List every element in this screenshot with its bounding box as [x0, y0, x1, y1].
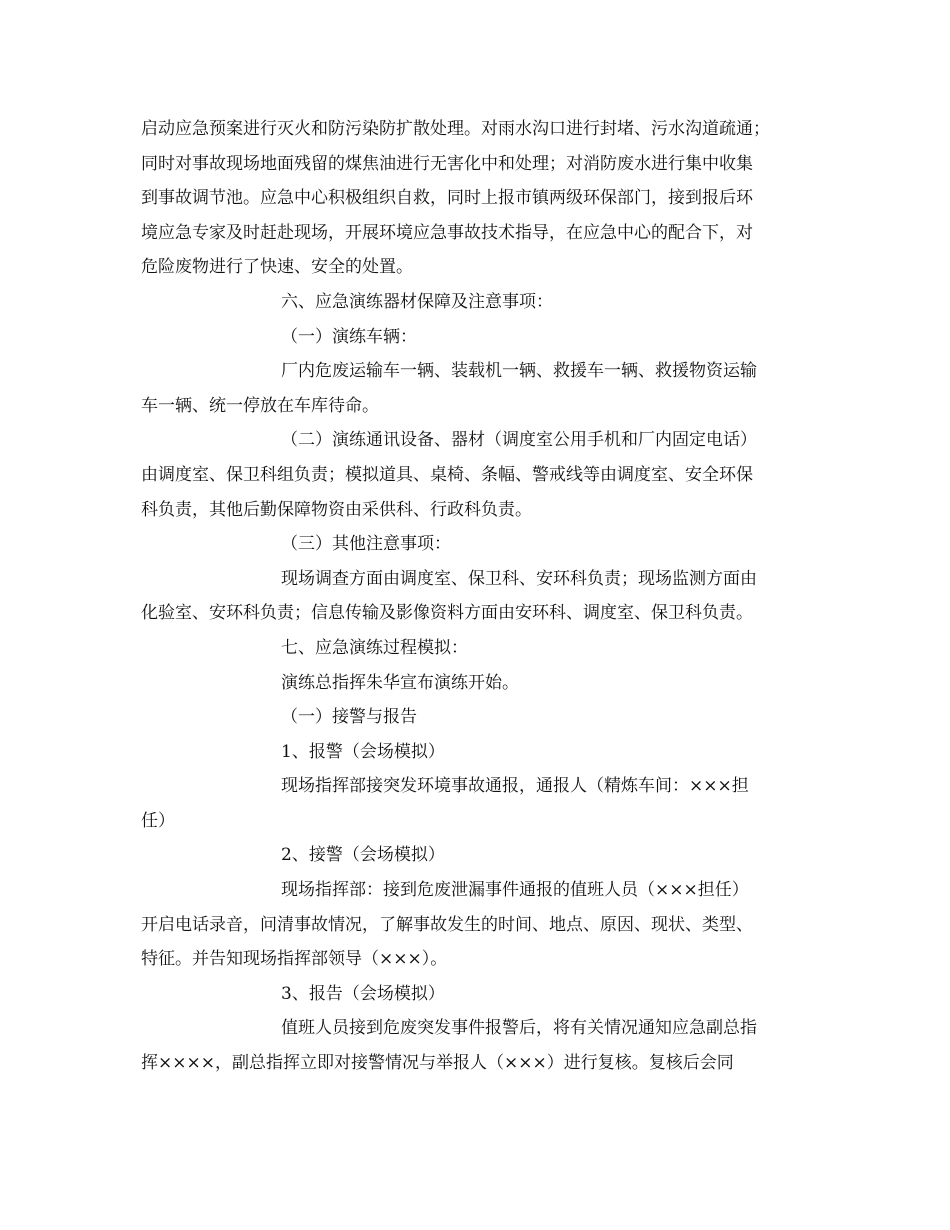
text-line: （一）演练车辆：: [281, 326, 417, 347]
text-line: 演练总指挥朱华宣布演练开始。: [281, 672, 519, 693]
text-line: 任）: [141, 810, 175, 831]
text-line: 启动应急预案进行灭火和防污染防扩散处理。对雨水沟口进行封堵、污水沟道疏通；: [141, 119, 770, 139]
text-line: 现场指挥部接突发环境事故通报，通报人（精炼车间：×××担: [281, 776, 749, 797]
text-line: 车一辆、统一停放在车库待命。: [141, 395, 379, 416]
text-line: 境应急专家及时赶赴现场，开展环境应急事故技术指导，在应急中心的配合下，对: [141, 222, 753, 243]
text-line: 现场指挥部：接到危废泄漏事件通报的值班人员（×××担任）: [281, 880, 749, 901]
text-line: 现场调查方面由调度室、保卫科、安环科负责；现场监测方面由: [281, 568, 757, 589]
text-line: 挥××××，副总指挥立即对接警情况与举报人（×××）进行复核。复核后会同: [141, 1053, 734, 1074]
text-line: 值班人员接到危废突发事件报警后，将有关情况通知应急副总指: [281, 1018, 757, 1039]
text-line: 1、报警（会场模拟）: [281, 741, 445, 762]
text-line: 六、应急演练器材保障及注意事项：: [281, 291, 553, 312]
text-line: 2、接警（会场模拟）: [281, 845, 445, 866]
text-line: （三）其他注意事项：: [281, 534, 451, 555]
text-line: 开启电话录音，问清事故情况，了解事故发生的时间、地点、原因、现状、类型、: [141, 914, 753, 935]
text-line: 特征。并告知现场指挥部领导（×××）。: [141, 949, 448, 970]
text-line: 由调度室、保卫科组负责；模拟道具、桌椅、条幅、警戒线等由调度室、安全环保: [141, 464, 753, 485]
text-line: 厂内危废运输车一辆、装载机一辆、救援车一辆、救援物资运输: [281, 361, 757, 382]
document-body: [141, 112, 821, 1081]
text-line: （一）接警与报告: [281, 707, 417, 728]
text-line: 到事故调节池。应急中心积极组织自救，同时上报市镇两级环保部门，接到报后环: [141, 188, 753, 209]
text-line: （二）演练通讯设备、器材（调度室公用手机和厂内固定电话）: [281, 430, 757, 451]
text-line: 化验室、安环科负责；信息传输及影像资料方面由安环科、调度室、保卫科负责。: [141, 603, 753, 624]
text-line: 科负责，其他后勤保障物资由采供科、行政科负责。: [141, 499, 532, 520]
text-line: 同时对事故现场地面残留的煤焦油进行无害化中和处理；对消防废水进行集中收集: [141, 153, 753, 174]
text-line: 危险废物进行了快速、安全的处置。: [141, 257, 413, 278]
text-line: 七、应急演练过程模拟：: [281, 637, 468, 658]
text-line: 3、报告（会场模拟）: [281, 983, 445, 1004]
